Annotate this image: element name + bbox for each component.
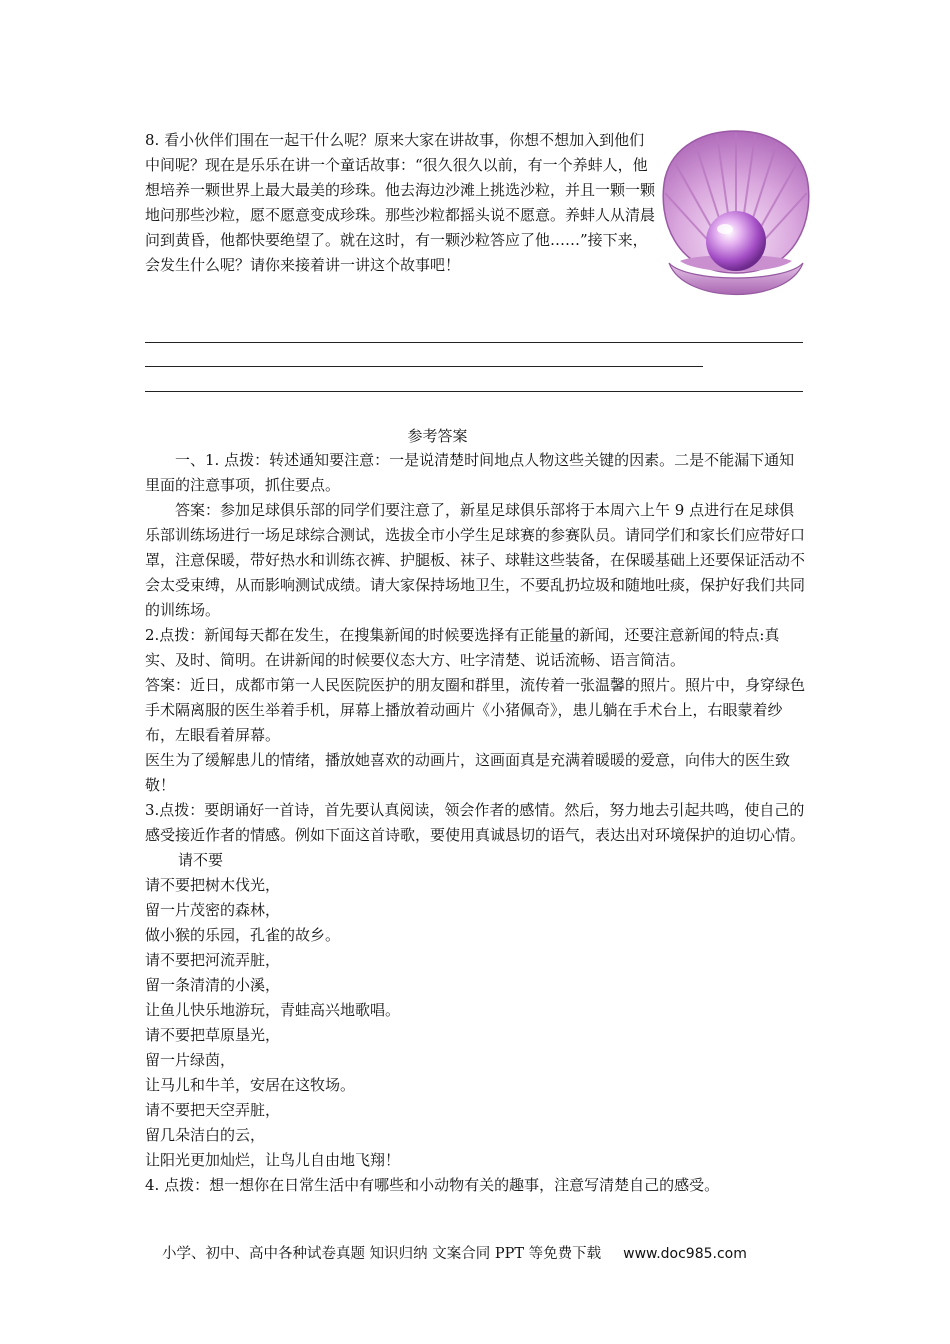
page-footer xyxy=(162,1243,802,1265)
answer-2-tip: 2.点拨：新闻每天都在发生，在搜集新闻的时候要选择有正能量的新闻，还要注意新闻的特点:真实、及时、简明。在讲新闻的时候要仪态大方、吐字清楚、说话流畅、语言简洁。 xyxy=(145,626,780,669)
answers-heading: 参考答案 xyxy=(407,427,468,445)
answer-1-tip: 一、1. 点拨：转述通知要注意：一是说清楚时间地点人物这些关键的因素。二是不能漏下通知里面的注意事项，抓住要点。 xyxy=(145,451,795,494)
poem-line: 让马儿和牛羊，安居在这牧场。 xyxy=(145,1076,356,1094)
poem-line: 请不要把草原垦光， xyxy=(145,1026,281,1044)
poem-title: 请不要 xyxy=(178,851,224,869)
poem-line: 让阳光更加灿烂，让鸟儿自由地飞翔！ xyxy=(145,1151,401,1169)
poem-line: 留一片茂密的森林， xyxy=(145,901,281,919)
answer-2-text-continued: 医生为了缓解患儿的情绪，播放她喜欢的动画片，这画面真是充满着暖暖的爱意，向伟大的医生致敬！ xyxy=(145,751,791,794)
poem-line: 做小猴的乐园，孔雀的故乡。 xyxy=(145,926,341,944)
poem-line: 留几朵洁白的云， xyxy=(145,1126,266,1144)
answer-4-tip: 4. 点拨：想一想你在日常生活中有哪些和小动物有关的趣事，注意写清楚自己的感受。 xyxy=(145,1176,720,1194)
answer-line-2[interactable] xyxy=(145,366,703,367)
poem-line: 请不要把河流弄脏， xyxy=(145,951,281,969)
footer-url-link[interactable]: www.doc985.com xyxy=(623,1246,747,1262)
answer-1-text: 答案：参加足球俱乐部的同学们要注意了，新星足球俱乐部将于本周六上午 9 点进行在足球俱乐部训练场进行一场足球综合测试，选拔全市小学生足球赛的参赛队员。请同学们和家长们应带好口罩，注意保暖，带好热水和训练衣裤、护腿板、袜子、球鞋这些装备，在保暖基础上还要保证活动不会太受束缚，从而影响测试成绩。请大家保持场地卫生，不要乱扔垃圾和随地吐痰，保护好我们共同的训练场。 xyxy=(145,501,806,619)
answer-2-text: 答案：近日，成都市第一人民医院医护的朋友圈和群里，流传着一张温馨的照片。照片中，身穿绿色手术隔离服的医生举着手机，屏幕上播放着动画片《小猪佩奇》，患儿躺在手术台上，右眼蒙着纱布，左眼看着屏幕。 xyxy=(145,676,806,744)
footer-text: 小学、初中、高中各种试卷真题 知识归纳 文案合同 PPT 等免费下载 xyxy=(162,1246,602,1262)
question-8-text: 8. 看小伙伴们围在一起干什么呢？原来大家在讲故事，你想不想加入到他们中间呢？现在是乐乐在讲一个童话故事：“很久很久以前，有一个养蚌人，他想培养一颗世界上最大最美的珍珠。他去海边沙滩上挑选沙粒，并且一颗一颗地问那些沙粒，愿不愿意变成珍珠。那些沙粒都摇头说不愿意。养蚌人从清晨问到黄昏，他都快要绝望了。就在这时，有一颗沙粒答应了他……”接下来，会发生什么呢？请你来接着讲一讲这个故事吧！ xyxy=(145,131,656,274)
poem-line: 让鱼儿快乐地游玩，青蛙高兴地歌唱。 xyxy=(145,1001,401,1019)
poem-line: 留一条清清的小溪， xyxy=(145,976,281,994)
poem-line: 请不要把树木伐光， xyxy=(145,876,281,894)
answer-line-3[interactable] xyxy=(145,391,803,392)
answers-body xyxy=(145,448,805,1198)
answer-3-tip: 3.点拨：要朗诵好一首诗，首先要认真阅读，领会作者的感情。然后，努力地去引起共鸣，使自己的感受接近作者的情感。例如下面这首诗歌，要使用真诚恳切的语气，表达出对环境保护的迫切心情。 xyxy=(145,801,806,844)
pearl-shell-illustration xyxy=(655,123,817,313)
answer-line-1[interactable] xyxy=(145,342,803,343)
poem-line: 留一片绿茵， xyxy=(145,1051,236,1069)
poem-line: 请不要把天空弄脏， xyxy=(145,1101,281,1119)
